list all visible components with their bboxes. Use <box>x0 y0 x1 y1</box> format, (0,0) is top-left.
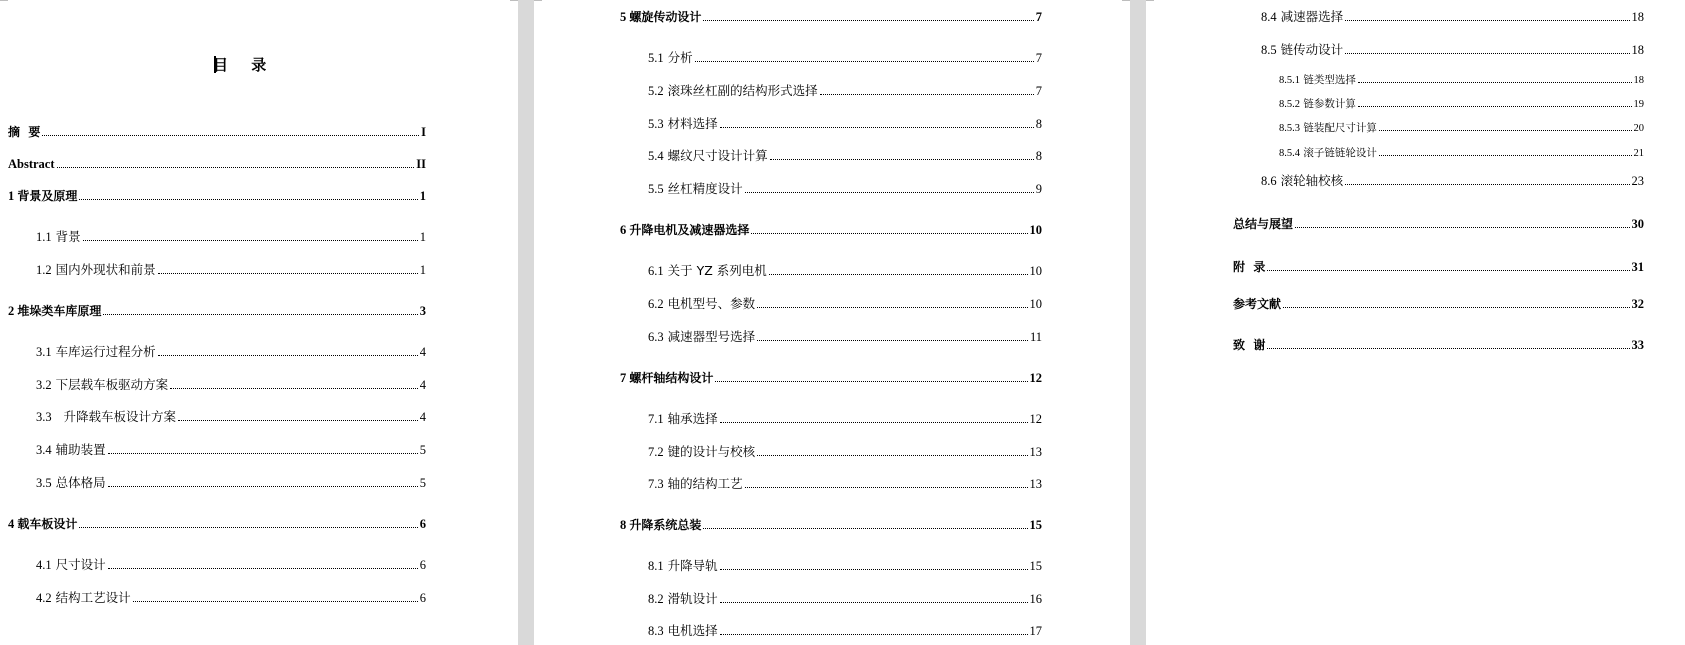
toc-entry-number: 5.2 <box>648 84 664 98</box>
crop-mark <box>510 0 518 1</box>
toc-entry[interactable] <box>36 442 426 458</box>
toc-entry[interactable] <box>1279 72 1644 89</box>
toc-entry-text: 减速器选择 <box>1280 9 1344 24</box>
toc-entry-number: 8 <box>620 518 627 532</box>
toc-page-number: 5 <box>419 443 426 457</box>
toc-entry-label <box>648 476 743 492</box>
dot-leader <box>1345 19 1629 21</box>
toc-entry[interactable] <box>36 262 426 278</box>
toc-page-number: 4 <box>419 345 426 359</box>
toc-entry-text: 链参数计算 <box>1303 98 1356 110</box>
toc-entry[interactable] <box>1261 42 1644 58</box>
toc-page-number: 12 <box>1029 371 1042 385</box>
toc-page-number: 8 <box>1035 117 1042 131</box>
toc-entry-label <box>36 409 176 425</box>
toc-entry-number: 7.3 <box>648 477 664 491</box>
dot-leader <box>757 454 1027 456</box>
toc-entry[interactable] <box>1233 296 1644 312</box>
toc-page-number: 7 <box>1035 10 1042 24</box>
toc-entry[interactable] <box>36 475 426 491</box>
toc-entry-number: 7.1 <box>648 412 664 426</box>
toc-entry[interactable] <box>1279 120 1644 137</box>
dot-leader <box>1345 183 1629 185</box>
toc-entry-label <box>36 262 156 278</box>
toc-entry-label <box>1233 259 1265 275</box>
toc-entry[interactable] <box>8 188 426 204</box>
dot-leader <box>158 354 418 356</box>
toc-page-number: 31 <box>1631 260 1644 274</box>
toc-entry-text: 键的设计与校核 <box>667 444 756 459</box>
toc-entry-text: 链类型选择 <box>1303 74 1356 86</box>
toc-entry[interactable] <box>648 591 1042 607</box>
toc-entry-text: 车库运行过程分析 <box>55 344 156 359</box>
toc-entry-label <box>648 558 718 574</box>
toc-page-number: 17 <box>1029 624 1042 638</box>
toc-page-number: 9 <box>1035 182 1042 196</box>
dot-leader <box>703 527 1027 529</box>
toc-page-number: 6 <box>419 591 426 605</box>
toc-entry[interactable] <box>620 370 1042 386</box>
toc-entry-label <box>620 370 713 386</box>
toc-entry-text: 国内外现状和前景 <box>55 262 156 277</box>
toc-entry[interactable] <box>1279 145 1644 162</box>
toc-entry[interactable] <box>36 409 426 425</box>
toc-entry-number: 5.5 <box>648 182 664 196</box>
toc-entry[interactable] <box>620 517 1042 533</box>
toc-entry[interactable] <box>648 50 1042 66</box>
dot-leader <box>769 273 1028 275</box>
toc-entry-label <box>1279 145 1377 162</box>
toc-entry[interactable] <box>648 476 1042 492</box>
toc-entry-label <box>8 516 77 532</box>
toc-entry-text: 参考文献 <box>1233 297 1282 311</box>
dot-leader <box>720 633 1028 635</box>
toc-entry-label <box>648 148 768 164</box>
toc-page-number: 15 <box>1029 559 1042 573</box>
toc-entry-label <box>648 50 693 66</box>
toc-entry-text: 滚珠丝杠副的结构形式选择 <box>667 83 818 98</box>
toc-entry-number: 8.5 <box>1261 43 1277 57</box>
toc-entry-text: 电机型号、参数 <box>667 296 756 311</box>
dot-leader <box>103 313 417 315</box>
toc-entry-label <box>8 188 77 204</box>
toc-entry-label <box>36 475 106 491</box>
toc-page-number: 3 <box>419 304 426 318</box>
toc-entry[interactable] <box>648 181 1042 197</box>
toc-page-number: 18 <box>1631 43 1644 57</box>
toc-entry[interactable] <box>648 558 1042 574</box>
dot-leader <box>820 93 1034 95</box>
dot-leader <box>720 601 1028 603</box>
toc-entry-text: 滚轮轴校核 <box>1280 173 1344 188</box>
dot-leader <box>108 452 418 454</box>
toc-entry-number: 8.5.2 <box>1279 99 1300 110</box>
toc-page-number: 16 <box>1029 592 1042 606</box>
dot-leader <box>158 272 418 274</box>
toc-page-number: 12 <box>1029 412 1042 426</box>
toc-entry-text: 电机选择 <box>667 623 718 638</box>
toc-entry-text: 附 录 <box>1233 260 1266 274</box>
toc-page-number: 8 <box>1035 149 1042 163</box>
toc-entry-number: 8.1 <box>648 559 664 573</box>
toc-entry-number: 1 <box>8 189 15 203</box>
toc-entry[interactable] <box>8 156 426 172</box>
toc-entry[interactable] <box>648 296 1042 312</box>
toc-entry-label <box>648 329 755 345</box>
dot-leader <box>720 568 1028 570</box>
toc-entry-number: 6.2 <box>648 297 664 311</box>
toc-entry-label <box>36 344 156 360</box>
toc-entry-text: 滑轨设计 <box>667 591 718 606</box>
toc-entry-label <box>648 623 718 639</box>
dot-leader <box>108 485 418 487</box>
dot-leader <box>178 419 418 421</box>
toc-entry-text: 链装配尺寸计算 <box>1303 122 1377 134</box>
toc-entry-text: 升降电机及减速器选择 <box>629 223 750 237</box>
toc-entry-text: 分析 <box>667 50 693 65</box>
dot-leader <box>745 191 1034 193</box>
toc-entry-text: 螺纹尺寸设计计算 <box>667 148 768 163</box>
toc-page-number: 1 <box>419 230 426 244</box>
toc-entry[interactable] <box>648 411 1042 427</box>
toc-entry-label <box>36 442 106 458</box>
dot-leader <box>1379 154 1632 156</box>
toc-entry-label <box>1233 216 1293 232</box>
toc-entry[interactable] <box>648 148 1042 164</box>
toc-entry-label <box>1233 296 1281 312</box>
toc-entry-text: 尺寸设计 <box>55 557 106 572</box>
toc-entry-label <box>620 9 701 25</box>
toc-entry-number: 7.2 <box>648 445 664 459</box>
toc-entry-label <box>36 377 168 393</box>
toc-entry[interactable] <box>648 83 1042 99</box>
toc-entry-number: 2 <box>8 304 15 318</box>
toc-page-number: 4 <box>419 378 426 392</box>
toc-entry-text: 总结与展望 <box>1233 217 1294 231</box>
toc-entry-number: 1.1 <box>36 230 52 244</box>
toc-title: 目 录 <box>213 56 276 74</box>
toc-page-number: 5 <box>419 476 426 490</box>
toc-page-number: 18 <box>1633 75 1644 86</box>
toc-entry[interactable] <box>620 222 1042 238</box>
toc-entry-text: 背景 <box>55 229 81 244</box>
toc-entry[interactable] <box>1261 9 1644 25</box>
toc-entry-number: 8.2 <box>648 592 664 606</box>
dot-leader <box>751 232 1027 234</box>
dot-leader <box>1283 306 1629 308</box>
dot-leader <box>42 134 419 136</box>
toc-entry[interactable] <box>1233 337 1644 353</box>
dot-leader <box>770 158 1034 160</box>
toc-entry-text: 关于 YZ 系列电机 <box>667 263 767 278</box>
toc-page-number: 10 <box>1029 223 1042 237</box>
toc-entry[interactable] <box>648 116 1042 132</box>
toc-page-number: 10 <box>1029 297 1042 311</box>
toc-entry-text: 致 谢 <box>1233 338 1266 352</box>
toc-page-number: 13 <box>1029 445 1042 459</box>
toc-entry-label <box>620 222 749 238</box>
toc-entry-number: 5.1 <box>648 51 664 65</box>
toc-entry[interactable] <box>36 229 426 245</box>
toc-entry[interactable] <box>648 263 1042 279</box>
dot-leader <box>715 380 1027 382</box>
toc-page-number: 20 <box>1633 123 1644 134</box>
toc-entry-text: 升降导轨 <box>667 558 718 573</box>
toc-entry-text: 载车板设计 <box>17 517 78 531</box>
dot-leader <box>1267 269 1629 271</box>
toc-entry-label <box>1279 72 1356 89</box>
dot-leader <box>720 126 1034 128</box>
toc-page-number: I <box>421 125 426 139</box>
toc-entry-text: 材料选择 <box>667 116 718 131</box>
dot-leader <box>79 198 417 200</box>
toc-page-number: 7 <box>1035 84 1042 98</box>
toc-entry-number: 4 <box>8 517 15 531</box>
toc-entry[interactable] <box>1233 259 1644 275</box>
toc-entry-number: 5.3 <box>648 117 664 131</box>
dot-leader <box>757 306 1027 308</box>
toc-entry-number: 3.1 <box>36 345 52 359</box>
dot-leader <box>745 486 1028 488</box>
toc-entry-label <box>8 124 40 140</box>
toc-entry-text: 辅助装置 <box>55 442 106 457</box>
dot-leader <box>1358 105 1632 107</box>
toc-entry[interactable] <box>648 444 1042 460</box>
toc-entry-text: 螺旋传动设计 <box>629 10 702 24</box>
toc-entry-number: 1.2 <box>36 263 52 277</box>
toc-entry-label <box>648 591 718 607</box>
toc-entry-number: 5.4 <box>648 149 664 163</box>
toc-entry-text: 轴的结构工艺 <box>667 476 743 491</box>
toc-entry-number: 5 <box>620 10 627 24</box>
toc-entry-label <box>1261 42 1343 58</box>
toc-entry-number: 6 <box>620 223 627 237</box>
toc-page-number: 10 <box>1029 264 1042 278</box>
toc-entry-number: 8.4 <box>1261 10 1277 24</box>
toc-entry-number: 4.2 <box>36 591 52 605</box>
toc-page-number: 13 <box>1029 477 1042 491</box>
document-page-3 <box>1146 0 1685 645</box>
dot-leader <box>108 567 418 569</box>
toc-entry-text: 背景及原理 <box>17 189 78 203</box>
dot-leader <box>720 421 1028 423</box>
toc-page-number: 30 <box>1631 217 1644 231</box>
toc-page-number: 21 <box>1633 148 1644 159</box>
toc-entry[interactable] <box>1261 173 1644 189</box>
toc-entry-label <box>648 296 755 312</box>
dot-leader <box>133 600 418 602</box>
toc-entry-label <box>648 116 718 132</box>
toc-entry[interactable] <box>36 377 426 393</box>
toc-entry-text: 轴承选择 <box>667 411 718 426</box>
toc-entry-number: 3.2 <box>36 378 52 392</box>
toc-page-number: 6 <box>419 517 426 531</box>
toc-entry-text: 链传动设计 <box>1280 42 1344 57</box>
crop-mark <box>0 0 8 1</box>
toc-page-number: 32 <box>1631 297 1644 311</box>
document-page-1 <box>0 0 518 645</box>
dot-leader <box>1295 226 1629 228</box>
toc-entry-label <box>620 517 701 533</box>
toc-entry-number: 8.5.4 <box>1279 148 1300 159</box>
toc-entry-text: 升降系统总装 <box>629 518 702 532</box>
toc-page-number: 1 <box>419 189 426 203</box>
toc-entry-label <box>648 411 718 427</box>
toc-entry-number: 3.5 <box>36 476 52 490</box>
toc-page-number: II <box>416 157 426 171</box>
toc-entry[interactable] <box>8 124 426 140</box>
dot-leader <box>1379 129 1632 131</box>
toc-entry-number: 3.4 <box>36 443 52 457</box>
toc-entry-text: 堆垛类车库原理 <box>17 304 102 318</box>
toc-page-number: 19 <box>1633 99 1644 110</box>
toc-entry-number: 8.3 <box>648 624 664 638</box>
toc-entry-number: 4.1 <box>36 558 52 572</box>
toc-entry-text: 丝杠精度设计 <box>667 181 743 196</box>
toc-entry-label <box>648 83 818 99</box>
dot-leader <box>1358 81 1632 83</box>
toc-entry-number: 8.5.1 <box>1279 75 1300 86</box>
toc-entry[interactable] <box>1279 96 1644 113</box>
dot-leader <box>757 339 1028 341</box>
toc-entry-text: 升降载车板设计方案 <box>55 409 177 424</box>
toc-entry-text: 减速器型号选择 <box>667 329 756 344</box>
toc-entry[interactable] <box>648 329 1042 345</box>
toc-entry-text: 螺杆轴结构设计 <box>629 371 714 385</box>
crop-mark <box>1122 0 1130 1</box>
toc-page-number: 6 <box>419 558 426 572</box>
toc-entry-label <box>1279 120 1377 137</box>
toc-entry-label <box>1261 173 1343 189</box>
toc-entry-label <box>8 303 101 319</box>
toc-entry-text: 总体格局 <box>55 475 106 490</box>
toc-entry-label <box>1279 96 1356 113</box>
toc-entry-label <box>1233 337 1265 353</box>
toc-page-number: 1 <box>419 263 426 277</box>
toc-entry-number: 3.3 <box>36 410 52 424</box>
toc-entry-number: 8.6 <box>1261 174 1277 188</box>
toc-entry[interactable] <box>36 590 426 606</box>
toc-entry-text: 摘 要 <box>8 125 41 139</box>
toc-entry[interactable] <box>648 623 1042 639</box>
toc-entry-number: 6.3 <box>648 330 664 344</box>
dot-leader <box>83 239 418 241</box>
crop-mark <box>534 0 542 1</box>
toc-entry[interactable] <box>8 303 426 319</box>
toc-entry-label <box>648 444 755 460</box>
toc-entry-text: 结构工艺设计 <box>55 590 131 605</box>
toc-entry[interactable] <box>36 557 426 573</box>
toc-page-number: 23 <box>1631 174 1644 188</box>
toc-entry-label <box>8 156 55 172</box>
toc-entry-label <box>648 263 767 279</box>
dot-leader <box>57 166 415 168</box>
toc-page-number: 18 <box>1631 10 1644 24</box>
toc-entry-label <box>36 557 106 573</box>
toc-entry-text: 滚子链链轮设计 <box>1303 147 1377 159</box>
toc-entry-label <box>36 590 131 606</box>
toc-entry-number: 6.1 <box>648 264 664 278</box>
toc-page-number: 4 <box>419 410 426 424</box>
toc-entry-label <box>36 229 81 245</box>
toc-entry-number: 8.5.3 <box>1279 123 1300 134</box>
toc-entry[interactable] <box>1233 216 1644 232</box>
dot-leader <box>1345 52 1629 54</box>
toc-page-number: 33 <box>1631 338 1644 352</box>
dot-leader <box>79 526 417 528</box>
toc-entry-text: 下层载车板驱动方案 <box>55 377 169 392</box>
toc-page-number: 15 <box>1029 518 1042 532</box>
toc-entry-label <box>1261 9 1343 25</box>
crop-mark <box>1146 0 1154 1</box>
toc-entry-label <box>648 181 743 197</box>
toc-entry-number: 7 <box>620 371 627 385</box>
dot-leader <box>1267 347 1629 349</box>
toc-entry[interactable] <box>8 516 426 532</box>
dot-leader <box>695 60 1034 62</box>
document-page-2 <box>534 0 1130 645</box>
dot-leader <box>170 387 418 389</box>
toc-entry[interactable] <box>620 9 1042 25</box>
toc-page-number: 7 <box>1035 51 1042 65</box>
toc-entry[interactable] <box>36 344 426 360</box>
toc-page-number: 11 <box>1029 330 1042 344</box>
toc-entry-text: Abstract <box>8 157 55 171</box>
dot-leader <box>703 19 1033 21</box>
